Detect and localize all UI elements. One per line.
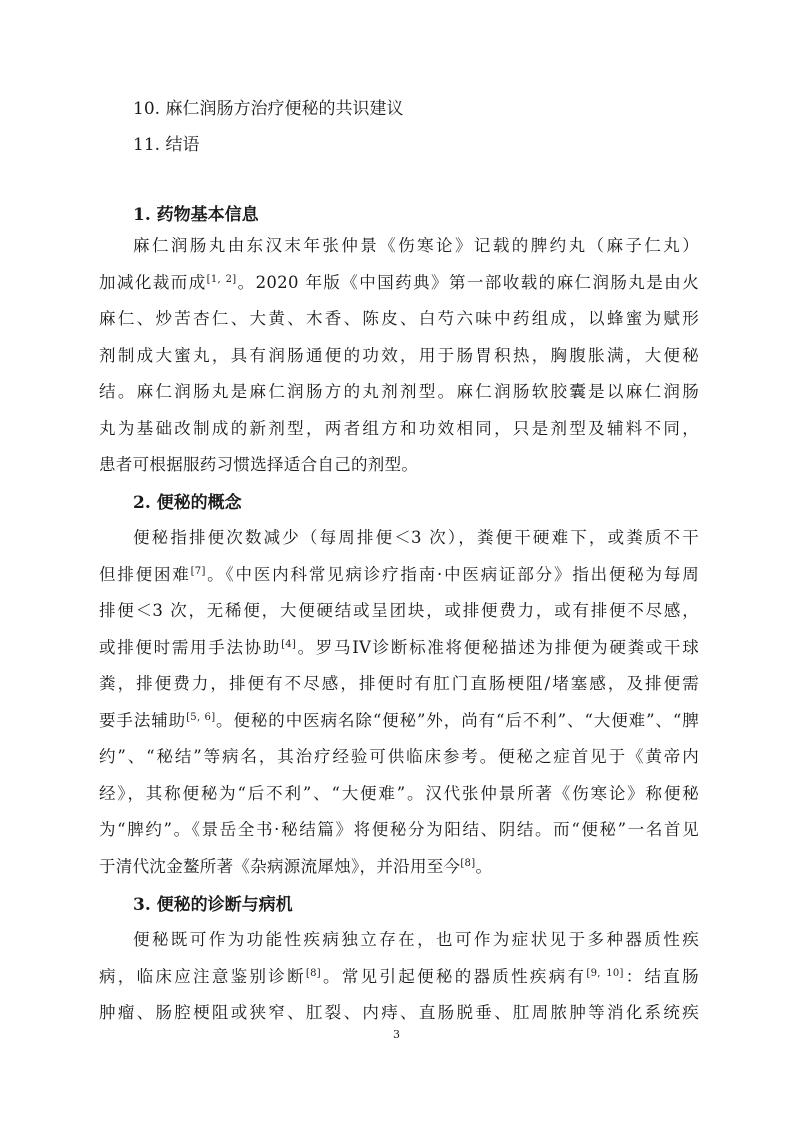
paragraph-line: 约”、“秘结”等病名，其治疗经验可供临床参考。便秘之症首见于《黄帝内	[99, 747, 699, 766]
citation: [4]	[281, 638, 297, 650]
page-number: 3	[393, 1028, 400, 1041]
paragraph-line: 为“脾约”。《景岳全书·秘结篇》将便秘分为阳结、阴结。而“便秘”一名首见	[99, 820, 699, 839]
citation: [8]	[305, 967, 321, 979]
paragraph-line: 患者可根据服药习惯选择适合自己的剂型。	[99, 455, 419, 474]
paragraph-line: 但排便困难[7]。《中医内科常见病诊疗指南·中医病证部分》指出便秘为每周	[99, 564, 699, 584]
paragraph-line: 肿瘤、肠腔梗阻或狭窄、肛裂、内痔、直肠脱垂、肛周脓肿等消化系统疾	[99, 1003, 699, 1022]
paragraph-line: 排便＜3 次，无稀便，大便硬结或呈团块，或排便费力，或有排便不尽感，	[99, 601, 699, 620]
paragraph-line: 加减化裁而成[1, 2]。2020 年版《中国药典》第一部收载的麻仁润肠丸是由火	[99, 272, 699, 292]
section-heading-2: 2. 便秘的概念	[133, 493, 242, 513]
section-body-3	[99, 922, 699, 1032]
paragraph-line: 剂制成大蜜丸，具有润肠通便的功效，用于肠胃积热，胸腹胀满，大便秘	[99, 345, 699, 365]
paragraph-line: 结。麻仁润肠丸是麻仁润肠方的丸剂剂型。麻仁润肠软胶囊是以麻仁润肠	[99, 382, 699, 401]
paragraph-line: 或排便时需用手法协助[4]。罗马IV诊断标准将便秘描述为排便为硬粪或干球	[99, 637, 699, 657]
paragraph-line: 麻仁、炒苦杏仁、大黄、木香、陈皮、白芍六味中药组成，以蜂蜜为赋形	[99, 309, 699, 328]
section-body-2	[99, 520, 699, 885]
paragraph-line: 经》，其称便秘为“后不利”、“大便难”。汉代张仲景所著《伤寒论》称便秘	[99, 783, 699, 803]
citation: [8]	[460, 857, 476, 869]
section-heading-1: 1. 药物基本信息	[133, 205, 259, 225]
paragraph-line: 便秘既可作为功能性疾病独立存在，也可作为症状见于多种器质性疾	[133, 930, 699, 949]
toc-item-11: 11. 结语	[133, 135, 200, 155]
section-body-1	[99, 228, 699, 484]
citation: [5, 6]	[186, 711, 216, 723]
toc-item-10: 10. 麻仁润肠方治疗便秘的共识建议	[133, 99, 404, 119]
paragraph-line: 便秘指排便次数减少（每周排便＜3 次），粪便干硬难下，或粪质不干	[133, 528, 699, 547]
paragraph-line: 于清代沈金鳌所著《杂病源流犀烛》，并沿用至今[8]。	[99, 856, 493, 876]
paragraph-line: 粪，排便费力，排便有不尽感，排便时有肛门直肠梗阻/堵塞感，及排便需	[99, 674, 699, 693]
paragraph-line: 病，临床应注意鉴别诊断[8]。常见引起便秘的器质性疾病有[9, 10]：结直肠	[99, 966, 699, 986]
paragraph-line: 丸为基础改制成的新剂型，两者组方和功效相同，只是剂型及辅料不同，	[99, 418, 699, 438]
citation: [9, 10]	[586, 967, 624, 979]
paragraph-line: 要手法辅助[5, 6]。便秘的中医病名除“便秘”外，尚有“后不利”、“大便难”、“脾	[99, 710, 699, 730]
citation: [7]	[190, 565, 206, 577]
section-heading-3: 3. 便秘的诊断与病机	[133, 895, 293, 915]
paragraph-line: 麻仁润肠丸由东汉末年张仲景《伤寒论》记载的脾约丸（麻子仁丸）	[133, 236, 699, 255]
citation: [1, 2]	[206, 273, 237, 285]
